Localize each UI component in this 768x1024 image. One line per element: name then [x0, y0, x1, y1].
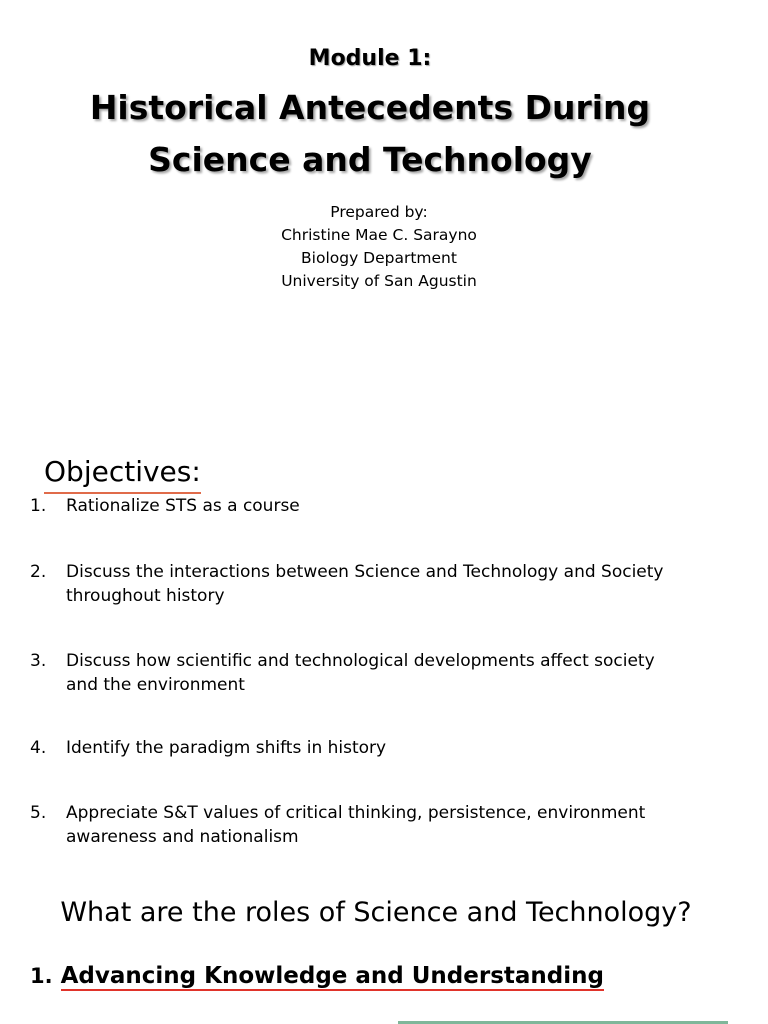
- objective-number: 2.: [30, 562, 47, 582]
- objectives-heading: Objectives:: [44, 452, 201, 494]
- credits-block: [0, 201, 758, 293]
- roles-heading: What are the roles of Science and Technology?: [60, 897, 692, 928]
- module-label: Module 1:: [308, 46, 432, 71]
- objective-number: 4.: [30, 738, 47, 758]
- objective-text: Rationalize STS as a course: [66, 496, 300, 516]
- objective-number: 1.: [30, 496, 47, 516]
- objective-number: 3.: [30, 651, 47, 671]
- objective-text: Discuss how scientific and technological developments affect society and the environment: [66, 651, 655, 695]
- role-item: [30, 958, 604, 994]
- role-number: 1.: [30, 964, 53, 988]
- department-name: Biology Department: [301, 249, 457, 267]
- objective-number: 5.: [30, 803, 47, 823]
- author-name: Christine Mae C. Sarayno: [281, 226, 477, 244]
- prepared-by-label: Prepared by:: [330, 203, 428, 221]
- title-line-2: Science and Technology: [148, 140, 592, 179]
- role-text: Advancing Knowledge and Understanding: [60, 963, 604, 989]
- title-line-1: Historical Antecedents During: [89, 88, 651, 127]
- university-name: University of San Agustin: [281, 272, 477, 290]
- title-slide: [0, 0, 768, 430]
- page-title: [0, 82, 740, 186]
- objective-text: Appreciate S&T values of critical thinking, persistence, environment awareness and nationalism: [66, 803, 646, 847]
- objective-text: Discuss the interactions between Science and Technology and Society throughout history: [66, 562, 664, 606]
- objective-text: Identify the paradigm shifts in history: [66, 738, 387, 758]
